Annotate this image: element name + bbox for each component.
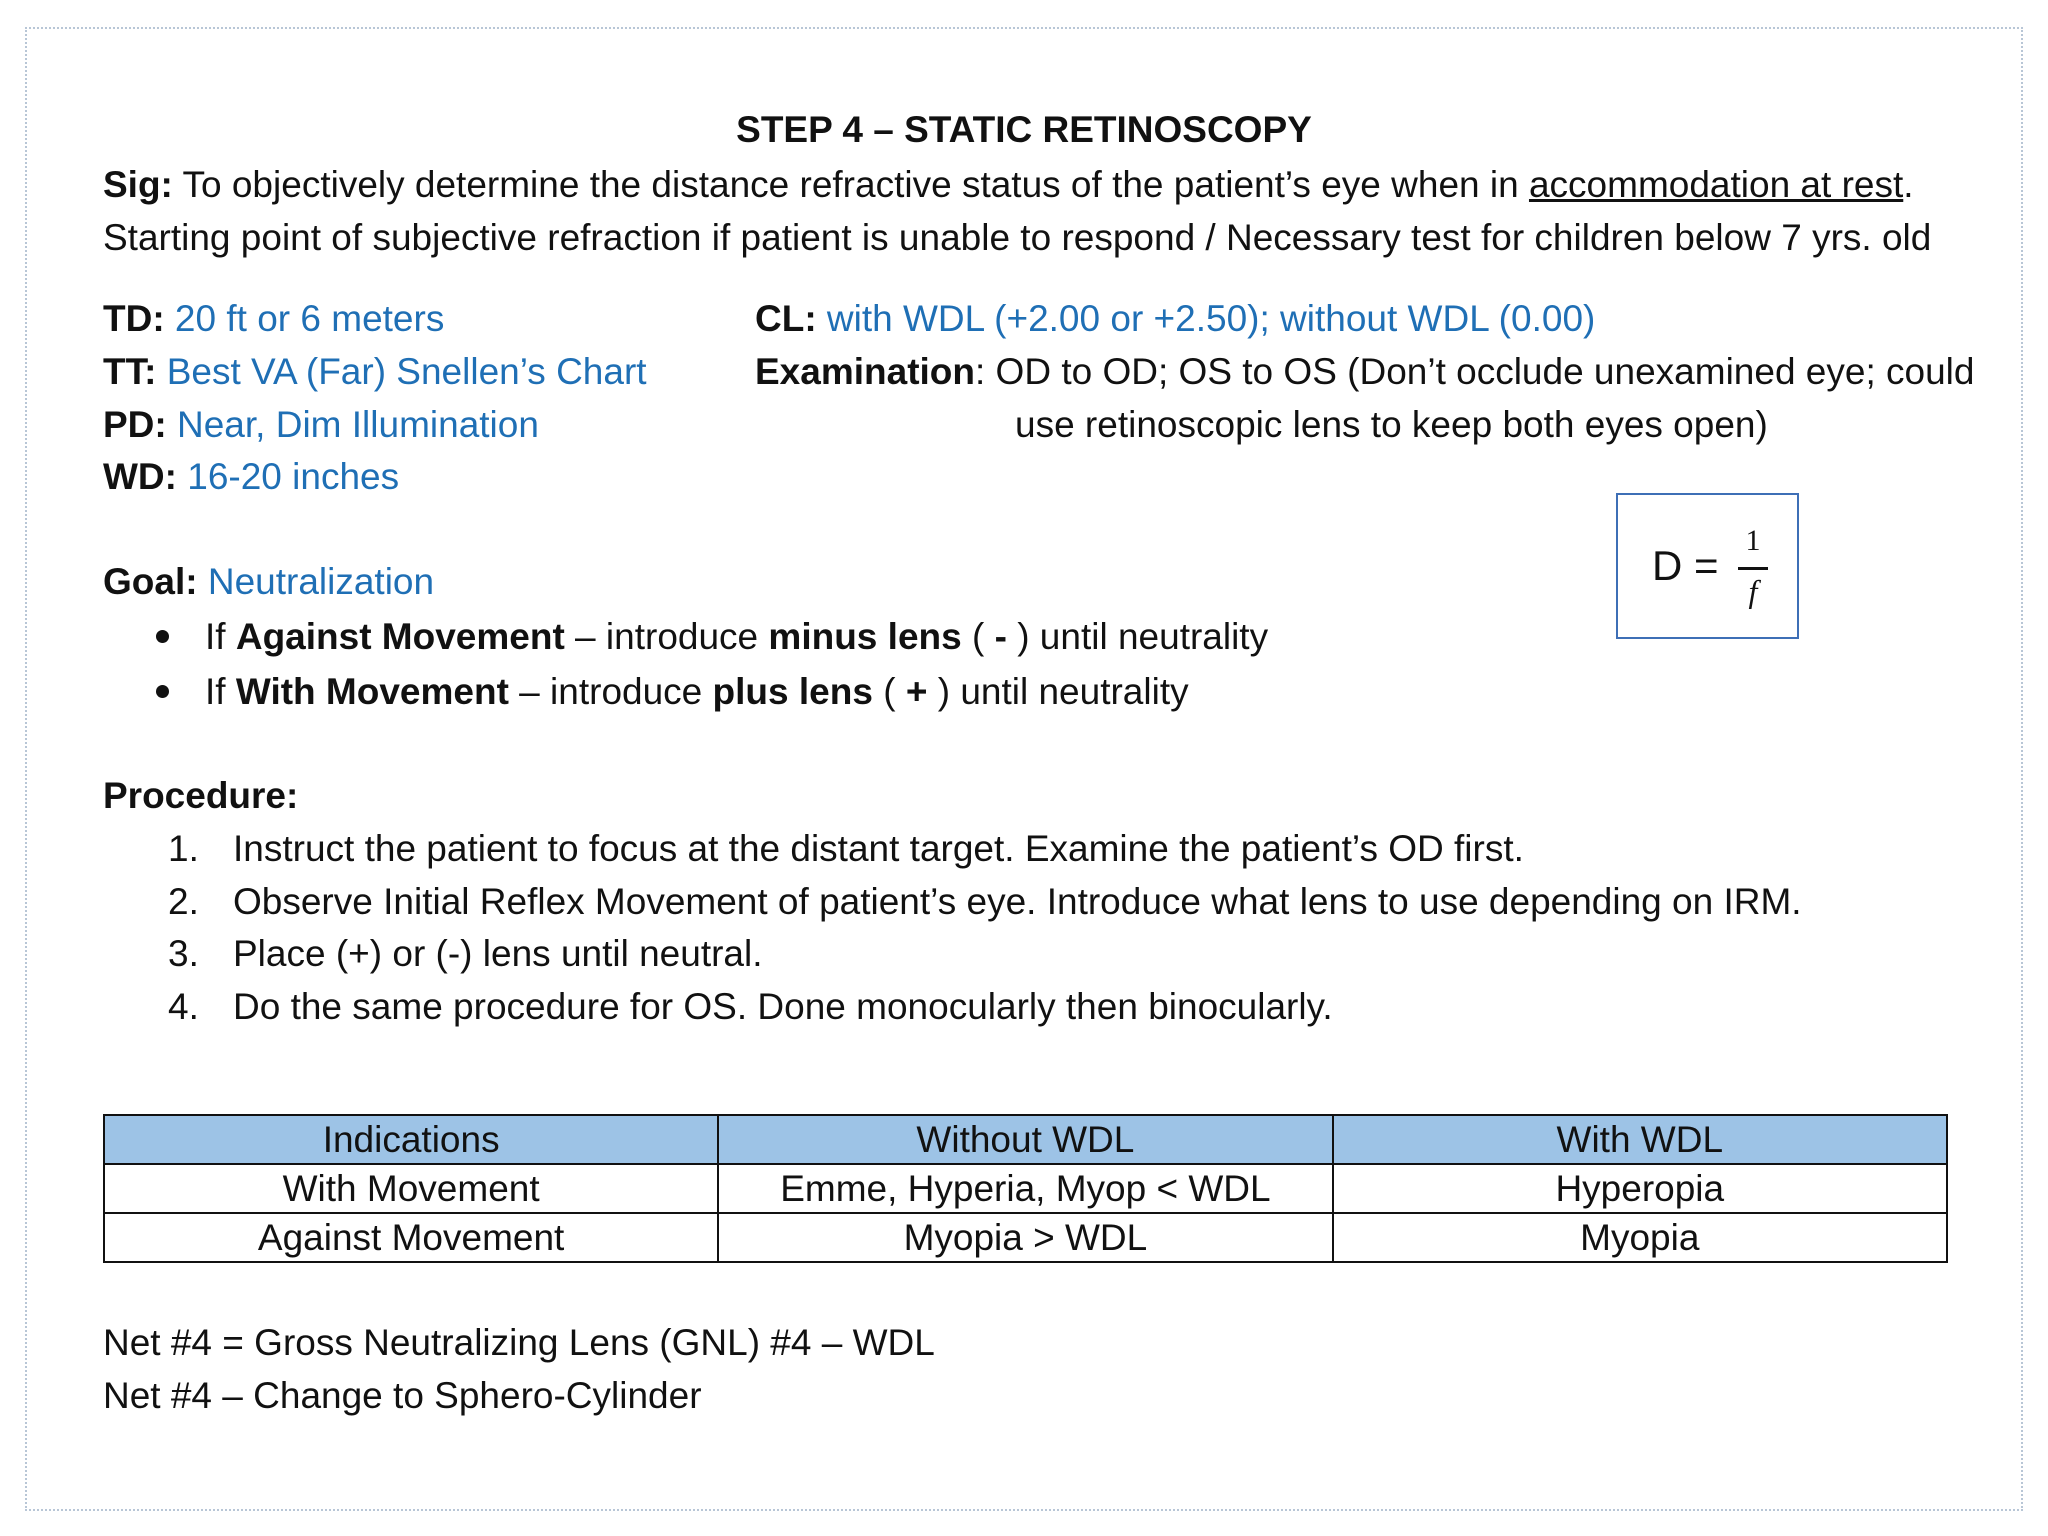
examination-line bbox=[755, 349, 1974, 395]
procedure-label: Procedure: bbox=[103, 775, 299, 816]
goal-label: Goal: bbox=[103, 561, 198, 602]
bullet-dot bbox=[156, 685, 169, 698]
bullet-text: If bbox=[205, 671, 236, 712]
param-td bbox=[103, 296, 444, 342]
fraction-bar bbox=[1738, 567, 1768, 570]
bullet-text: If bbox=[205, 616, 236, 657]
table-row bbox=[104, 1213, 1947, 1262]
sig-label: Sig: bbox=[103, 164, 173, 205]
formula-box bbox=[1616, 493, 1799, 639]
param-value: 16-20 inches bbox=[176, 456, 400, 497]
sig-text-end: . bbox=[1903, 164, 1914, 205]
bullet-text: – introduce bbox=[508, 671, 713, 712]
bullet-bold: plus lens bbox=[712, 671, 873, 712]
bullet-bold: Against Movement bbox=[235, 616, 565, 657]
bullet-sign: - bbox=[994, 616, 1007, 657]
table-row bbox=[104, 1164, 1947, 1213]
param-label: WD: bbox=[103, 456, 177, 497]
procedure-step: Instruct the patient to focus at the distant target. Examine the patient’s OD first. bbox=[233, 828, 1524, 869]
bullet-text: – introduce bbox=[564, 616, 769, 657]
goal-bullet-with bbox=[205, 669, 1189, 715]
param-value: Best VA (Far) Snellen’s Chart bbox=[156, 351, 647, 392]
table-cell: Myopia > WDL bbox=[718, 1213, 1332, 1262]
net-note-2: Net #4 – Change to Sphero-Cylinder bbox=[103, 1375, 702, 1416]
goal-line bbox=[103, 559, 434, 605]
examination-text: : OD to OD; OS to OS (Don’t occlude unexamined eye; could bbox=[975, 351, 1975, 392]
bullet-text: ) until neutrality bbox=[1006, 616, 1269, 657]
formula-denominator: f bbox=[1748, 573, 1758, 609]
page-title: STEP 4 – STATIC RETINOSCOPY bbox=[736, 109, 1312, 150]
cl-label: CL: bbox=[755, 298, 817, 339]
table-header-cell: With WDL bbox=[1333, 1115, 1947, 1164]
bullet-bold: With Movement bbox=[235, 671, 509, 712]
param-cl bbox=[755, 296, 1595, 342]
bullet-text: ) until neutrality bbox=[927, 671, 1189, 712]
examination-label: Examination bbox=[755, 351, 975, 392]
table-cell: Emme, Hyperia, Myop < WDL bbox=[718, 1164, 1332, 1213]
goal-value: Neutralization bbox=[197, 561, 435, 602]
param-tt bbox=[103, 349, 647, 395]
param-value: Near, Dim Illumination bbox=[166, 404, 539, 445]
procedure-step: Do the same procedure for OS. Done monocularly then binocularly. bbox=[233, 986, 1333, 1027]
step-number: 4. bbox=[168, 986, 199, 1027]
bullet-sign: + bbox=[905, 671, 928, 712]
param-label: PD: bbox=[103, 404, 167, 445]
indications-table bbox=[103, 1114, 1948, 1263]
bullet-text: ( bbox=[872, 671, 906, 712]
param-label: TT: bbox=[103, 351, 157, 392]
examination-line-2: use retinoscopic lens to keep both eyes open) bbox=[1015, 404, 1768, 445]
param-label: TD: bbox=[103, 298, 165, 339]
table-header-cell: Indications bbox=[104, 1115, 718, 1164]
param-wd bbox=[103, 454, 399, 500]
goal-bullet-against bbox=[205, 614, 1268, 660]
param-value: 20 ft or 6 meters bbox=[164, 298, 445, 339]
sig-text: To objectively determine the distance refractive status of the patient’s eye when in bbox=[172, 164, 1529, 205]
bullet-bold: minus lens bbox=[768, 616, 962, 657]
step-number: 2. bbox=[168, 881, 199, 922]
procedure-step: Place (+) or (-) lens until neutral. bbox=[233, 933, 763, 974]
table-header-row bbox=[104, 1115, 1947, 1164]
formula-lhs: D = bbox=[1652, 542, 1719, 589]
bullet-text: ( bbox=[961, 616, 995, 657]
table-cell: Hyperopia bbox=[1333, 1164, 1947, 1213]
net-note-1: Net #4 = Gross Neutralizing Lens (GNL) #4 – WDL bbox=[103, 1322, 935, 1363]
sig-line-1 bbox=[103, 162, 1914, 208]
step-number: 3. bbox=[168, 933, 199, 974]
table-cell: Myopia bbox=[1333, 1213, 1947, 1262]
table-cell: With Movement bbox=[104, 1164, 718, 1213]
bullet-dot bbox=[156, 630, 169, 643]
sig-line-2: Starting point of subjective refraction if patient is unable to respond / Necessary test for children below 7 yrs. old bbox=[103, 217, 1932, 258]
procedure-step: Observe Initial Reflex Movement of patient’s eye. Introduce what lens to use depending on IRM. bbox=[233, 881, 1802, 922]
table-header-cell: Without WDL bbox=[718, 1115, 1332, 1164]
formula-numerator: 1 bbox=[1745, 524, 1761, 557]
table-cell: Against Movement bbox=[104, 1213, 718, 1262]
sig-underlined: accommodation at rest bbox=[1528, 164, 1904, 205]
param-pd bbox=[103, 402, 539, 448]
step-number: 1. bbox=[168, 828, 199, 869]
cl-value: with WDL (+2.00 or +2.50); without WDL (0.00) bbox=[816, 298, 1596, 339]
